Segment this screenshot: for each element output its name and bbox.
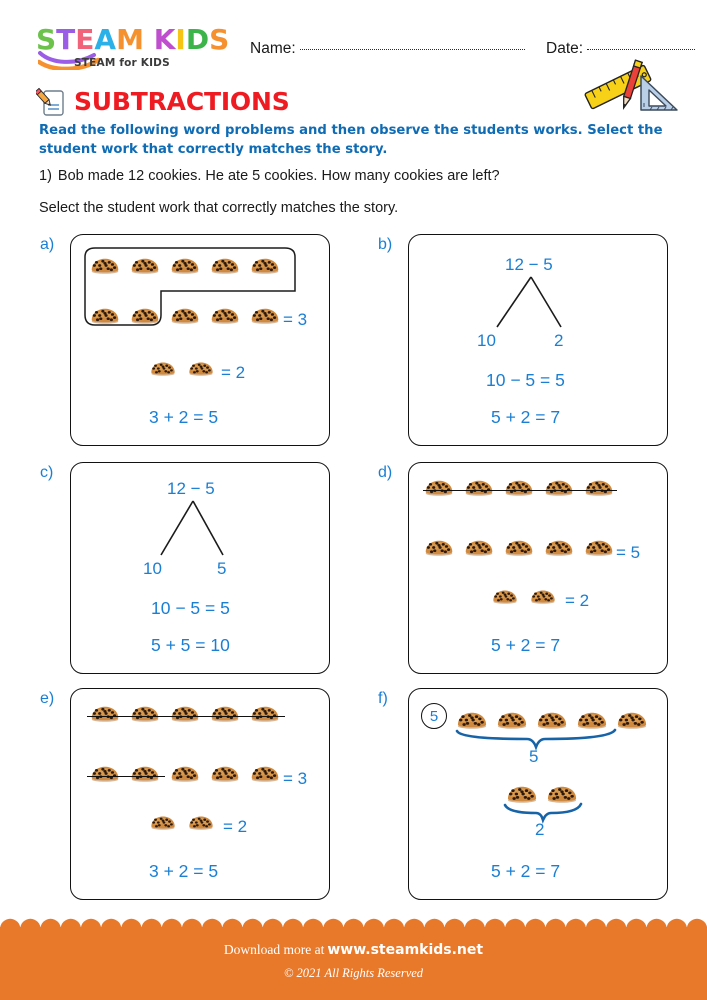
name-field[interactable] — [250, 40, 525, 58]
logo-letter-5 — [144, 26, 154, 54]
bond-line2-c: 5 + 5 = 10 — [151, 635, 230, 655]
logo-tagline: STEAM for KIDS — [74, 57, 170, 69]
date-field[interactable] — [546, 40, 695, 58]
option-box-c[interactable] — [70, 462, 330, 674]
equation-e: 3 + 2 = 5 — [149, 861, 219, 881]
cookie-icon — [543, 479, 575, 496]
small-row-result-e: = 2 — [223, 817, 248, 836]
cookie-icon — [129, 307, 161, 324]
bond-top-c: 12 − 5 — [167, 479, 215, 498]
bond-line2-b: 5 + 2 = 7 — [491, 407, 561, 427]
cookie-icon — [249, 705, 281, 722]
notepad-pencil-icon — [36, 85, 66, 117]
cookie-icon — [505, 785, 539, 803]
cookie-icon — [249, 765, 281, 782]
sub-instruction-text: Select the student work that correctly matches the story. — [39, 200, 399, 216]
cookie-icon — [209, 307, 241, 324]
option-box-e[interactable] — [70, 688, 330, 900]
equation-f: 5 + 2 = 7 — [491, 861, 561, 881]
option-label-a: a) — [40, 236, 55, 253]
worksheet-title-row — [36, 83, 290, 119]
cookie-icon — [129, 765, 161, 782]
cookie-icon — [503, 479, 535, 496]
cookie-icon — [463, 479, 495, 496]
footer-copyright: © 2021 All Rights Reserved — [283, 966, 424, 980]
cookie-icon — [89, 307, 121, 324]
cookie-icon — [491, 589, 519, 604]
option-label-e: e) — [40, 690, 55, 707]
scallop-edge — [0, 917, 707, 931]
cookie-icon — [89, 705, 121, 722]
cookie-icon — [583, 479, 615, 496]
cookie-icon — [187, 815, 215, 830]
cookie-icon — [463, 539, 495, 556]
cookie-icon — [169, 765, 201, 782]
footer-site-link[interactable]: www.steamkids.net — [327, 942, 484, 958]
logo-letter-9: S — [209, 23, 230, 56]
date-label: Date: — [546, 40, 584, 57]
cookie-icon — [575, 711, 609, 729]
row-result-e-2: = 3 — [283, 769, 308, 788]
cookie-icon — [529, 589, 557, 604]
option-label-f: f) — [378, 690, 388, 707]
cookie-icon — [423, 539, 455, 556]
logo-letter-1: T — [56, 23, 76, 56]
small-row-result-d: = 2 — [565, 591, 590, 610]
bond-right-b: 2 — [554, 331, 564, 350]
small-row-result-a: = 2 — [221, 363, 246, 382]
name-input-line[interactable] — [300, 49, 525, 50]
bond-line1-c: 10 − 5 = 5 — [151, 598, 230, 618]
option-box-f[interactable] — [408, 688, 668, 900]
bond-top-b: 12 − 5 — [505, 255, 553, 274]
cookie-icon — [149, 361, 177, 376]
cookie-icon — [187, 361, 215, 376]
option-box-b[interactable] — [408, 234, 668, 446]
strike-through-line — [87, 716, 285, 717]
cookie-icon — [209, 705, 241, 722]
cookie-icon — [209, 765, 241, 782]
cookie-icon — [503, 539, 535, 556]
logo-letter-4: M — [116, 23, 144, 56]
cookie-icon — [129, 257, 161, 274]
logo-letter-6: K — [153, 23, 176, 56]
option-box-a[interactable] — [70, 234, 330, 446]
cookie-icon — [89, 257, 121, 274]
strike-through-line — [87, 776, 165, 777]
instruction-text: Read the following word problems and then observe the students works. Select the student work that correctly matches the story. — [39, 123, 663, 157]
circled-number-f: 5 — [421, 703, 447, 729]
option-label-c: c) — [40, 464, 54, 481]
row-result-a-2: = 3 — [283, 310, 308, 329]
cookie-icon — [209, 257, 241, 274]
footer-download-line — [0, 942, 707, 958]
question-text: Bob made 12 cookies. He ate 5 cookies. How many cookies are left? — [57, 168, 500, 184]
bond-line1-b: 10 − 5 = 5 — [486, 370, 565, 390]
footer-download-text: Download more at — [223, 942, 325, 957]
bond-left-b: 10 — [477, 331, 496, 350]
cookie-icon — [535, 711, 569, 729]
cookie-icon — [129, 705, 161, 722]
cookie-icon — [543, 539, 575, 556]
cookie-icon — [583, 539, 615, 556]
equation-a: 3 + 2 = 5 — [149, 407, 219, 427]
option-label-d: d) — [378, 464, 393, 481]
date-input-line[interactable] — [587, 49, 695, 50]
page-footer — [0, 928, 707, 1000]
question-line — [39, 168, 659, 184]
cookie-icon — [249, 307, 281, 324]
bond-left-c: 10 — [143, 559, 162, 578]
cookie-icon — [169, 257, 201, 274]
logo-letter-0: S — [36, 23, 57, 56]
cookie-icon — [169, 307, 201, 324]
question-number: 1) — [39, 168, 52, 184]
row-result-d-2: = 5 — [616, 543, 641, 562]
logo-letter-3: A — [94, 23, 117, 56]
cookie-icon — [545, 785, 579, 803]
option-label-b: b) — [378, 236, 393, 253]
brace-label-f-2: 2 — [535, 820, 545, 839]
logo-letter-8: D — [185, 23, 210, 56]
logo-letter-7: I — [175, 23, 186, 56]
cookie-icon — [495, 711, 529, 729]
ruler-pencil-triangle-icon — [578, 58, 682, 124]
cookie-icon — [615, 711, 649, 729]
cookie-icon — [249, 257, 281, 274]
cookie-icon — [89, 765, 121, 782]
equation-d: 5 + 2 = 7 — [491, 635, 561, 655]
strike-through-line — [423, 490, 617, 491]
cookie-icon — [169, 705, 201, 722]
bond-right-c: 5 — [217, 559, 227, 578]
option-box-d[interactable] — [408, 462, 668, 674]
page-title: SUBTRACTIONS — [74, 86, 290, 116]
cookie-icon — [423, 479, 455, 496]
name-label: Name: — [250, 40, 296, 57]
brace-label-f-1: 5 — [529, 747, 539, 766]
steam-kids-logo — [36, 23, 231, 76]
cookie-icon — [455, 711, 489, 729]
logo-letter-2: E — [75, 23, 95, 56]
cookie-icon — [149, 815, 177, 830]
